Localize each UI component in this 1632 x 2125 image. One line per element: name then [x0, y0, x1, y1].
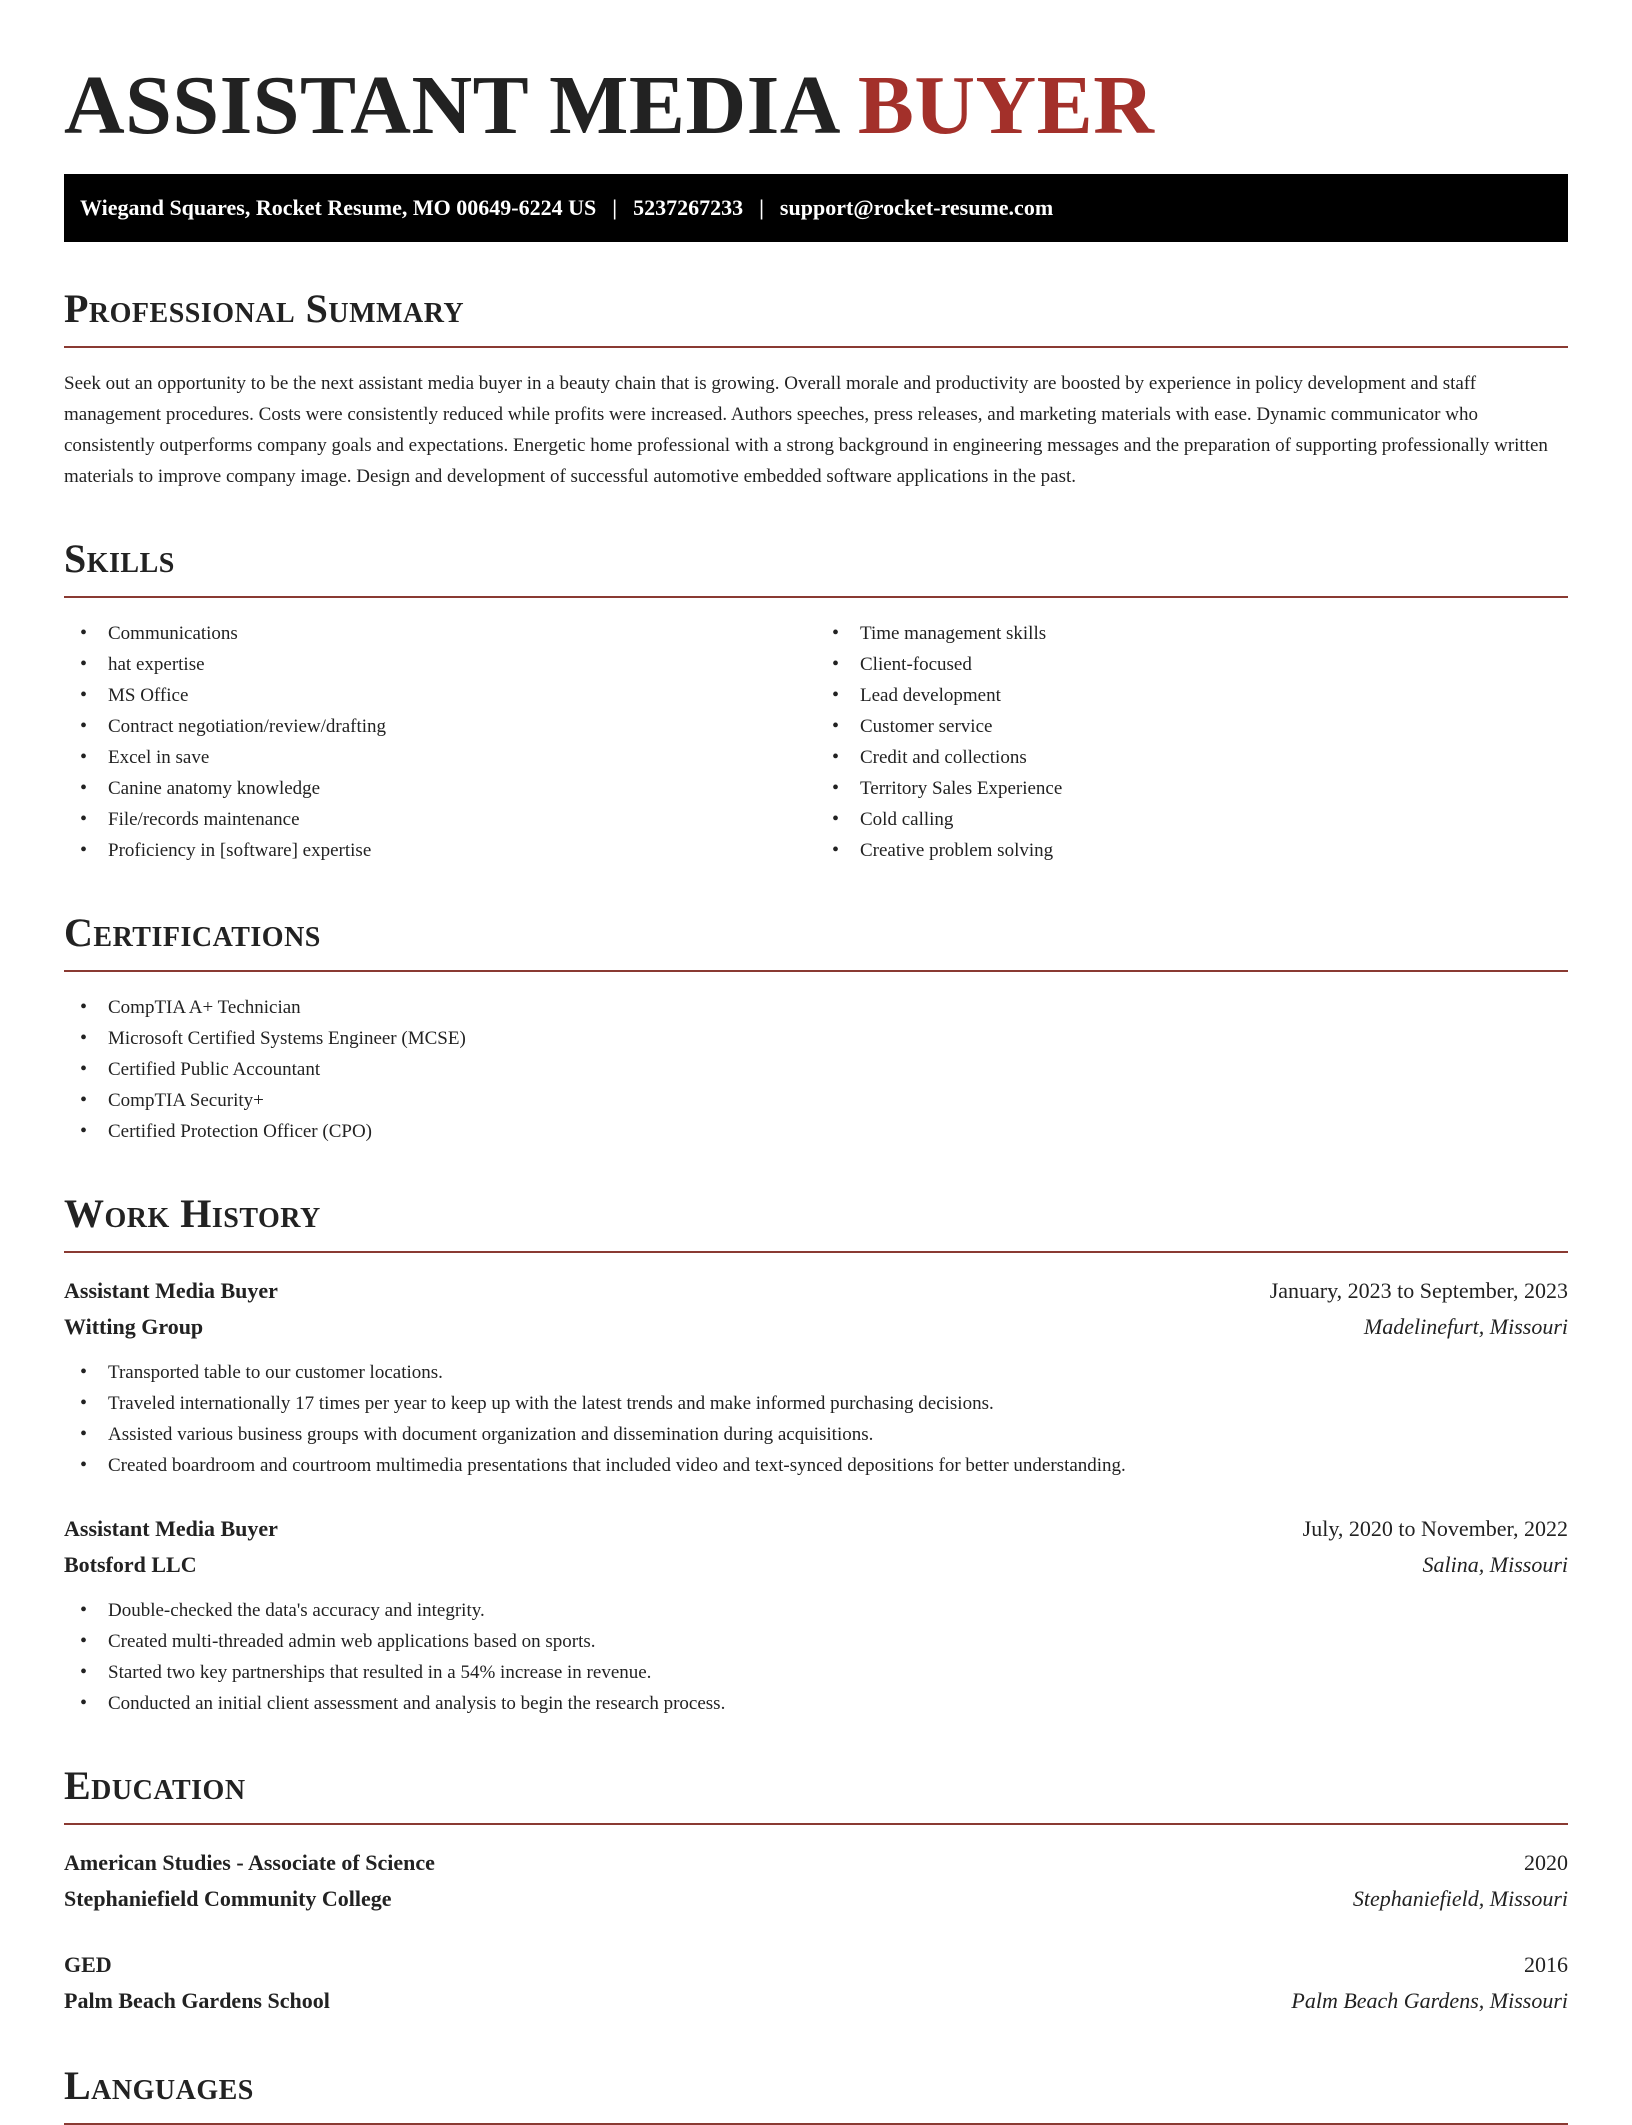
list-item: • Double-checked the data's accuracy and integrity. — [64, 1595, 1568, 1626]
job-header-row — [64, 1273, 1568, 1309]
title-main: ASSISTANT MEDIA — [64, 59, 837, 152]
list-item: • Lead development — [816, 680, 1568, 711]
education-section — [64, 1763, 1568, 2019]
education-entry — [64, 1845, 1568, 1917]
work-history-list — [64, 1273, 1568, 1719]
job-header-row — [64, 1511, 1568, 1547]
list-item: • Created boardroom and courtroom multimedia presentations that included video and text-synced depositions for better understanding. — [64, 1450, 1568, 1481]
list-item: • CompTIA Security+ — [64, 1085, 1568, 1116]
job-dates: January, 2023 to September, 2023 — [1269, 1278, 1568, 1303]
section-title-certifications: Certifications — [64, 910, 321, 955]
skills-list-left — [64, 618, 816, 866]
section-title-skills: Skills — [64, 536, 175, 581]
list-item: • hat expertise — [64, 649, 816, 680]
job-entry — [64, 1511, 1568, 1719]
education-school-row — [64, 1983, 1568, 2019]
contact-separator: | — [612, 195, 618, 220]
job-bullets — [64, 1357, 1568, 1481]
education-year: 2016 — [1524, 1952, 1568, 1977]
list-item: • Proficiency in [software] expertise — [64, 835, 816, 866]
education-location: Stephaniefield, Missouri — [1352, 1886, 1568, 1911]
job-title: Assistant Media Buyer — [64, 1516, 278, 1541]
education-list — [64, 1845, 1568, 2019]
skills-section — [64, 536, 1568, 866]
contact-address: Wiegand Squares, Rocket Resume, MO 00649-6224 US — [80, 195, 597, 220]
education-year: 2020 — [1524, 1850, 1568, 1875]
list-item: • Communications — [64, 618, 816, 649]
contact-separator: | — [759, 195, 764, 220]
title-accent: BUYER — [857, 59, 1155, 152]
job-location: Salina, Missouri — [1422, 1552, 1568, 1577]
list-item: • Started two key partnerships that resulted in a 54% increase in revenue. — [64, 1657, 1568, 1688]
section-divider — [64, 970, 1568, 972]
contact-email: support@rocket-resume.com — [779, 195, 1054, 220]
section-title-languages: Languages — [64, 2063, 254, 2108]
section-divider — [64, 346, 1568, 348]
list-item: • File/records maintenance — [64, 804, 816, 835]
education-school-row — [64, 1881, 1568, 1917]
job-entry — [64, 1273, 1568, 1481]
education-header-row — [64, 1947, 1568, 1983]
work-history-section — [64, 1191, 1568, 1719]
job-dates: July, 2020 to November, 2022 — [1302, 1516, 1568, 1541]
summary-section — [64, 286, 1568, 492]
list-item: • Client-focused — [816, 649, 1568, 680]
summary-text: Seek out an opportunity to be the next assistant media buyer in a beauty chain that is growing. Overall morale and productivity are boosted by experience in policy development and staff management procedures. Costs were consistently reduced while profits were increased. Authors speeches, press releases, and marketing materials with ease. Dynamic communicator who consistently outperforms company goals and expectations. Energetic home professional with a strong background in engineering messages and the preparation of supporting professionally written materials to improve company image. Design and development of successful automotive embedded software applications in the past. — [64, 373, 1548, 487]
list-item: • Creative problem solving — [816, 835, 1568, 866]
job-title: Assistant Media Buyer — [64, 1278, 278, 1303]
list-item: • Territory Sales Experience — [816, 773, 1568, 804]
contact-phone: 5237267233 — [633, 195, 744, 220]
education-entry — [64, 1947, 1568, 2019]
education-degree: American Studies - Associate of Science — [64, 1850, 435, 1875]
skills-grid — [64, 618, 1568, 866]
list-item: • Microsoft Certified Systems Engineer (MCSE) — [64, 1023, 1568, 1054]
list-item: • Canine anatomy knowledge — [64, 773, 816, 804]
skills-list-right — [816, 618, 1568, 866]
list-item: • Credit and collections — [816, 742, 1568, 773]
languages-section — [64, 2063, 1568, 2125]
list-item: • Traveled internationally 17 times per year to keep up with the latest trends and make informed purchasing decisions. — [64, 1388, 1568, 1419]
list-item: • Created multi-threaded admin web applications based on sports. — [64, 1626, 1568, 1657]
section-divider — [64, 596, 1568, 598]
education-degree: GED — [64, 1952, 112, 1977]
certifications-section — [64, 910, 1568, 1147]
list-item: • Time management skills — [816, 618, 1568, 649]
list-item: • Contract negotiation/review/drafting — [64, 711, 816, 742]
job-location: Madelinefurt, Missouri — [1363, 1314, 1568, 1339]
certifications-list — [64, 992, 1568, 1147]
list-item: • Transported table to our customer locations. — [64, 1357, 1568, 1388]
section-title-summary: Professional Summary — [64, 286, 465, 331]
list-item: • MS Office — [64, 680, 816, 711]
list-item: • Certified Public Accountant — [64, 1054, 1568, 1085]
education-school: Stephaniefield Community College — [64, 1886, 392, 1911]
list-item: • Conducted an initial client assessment and analysis to begin the research process. — [64, 1688, 1568, 1719]
list-item: • Certified Protection Officer (CPO) — [64, 1116, 1568, 1147]
section-divider — [64, 1823, 1568, 1825]
education-location: Palm Beach Gardens, Missouri — [1291, 1988, 1568, 2013]
section-title-education: Education — [64, 1763, 246, 1808]
job-bullets — [64, 1595, 1568, 1719]
list-item: • Assisted various business groups with document organization and dissemination during acquisitions. — [64, 1419, 1568, 1450]
education-header-row — [64, 1845, 1568, 1881]
list-item: • CompTIA A+ Technician — [64, 992, 1568, 1023]
section-title-work-history: Work History — [64, 1191, 321, 1236]
section-divider — [64, 1251, 1568, 1253]
education-school: Palm Beach Gardens School — [64, 1988, 330, 2013]
resume-title — [64, 0, 1568, 156]
job-company-row — [64, 1547, 1568, 1583]
list-item: • Cold calling — [816, 804, 1568, 835]
job-company: Botsford LLC — [64, 1552, 197, 1577]
contact-bar — [64, 174, 1568, 242]
job-company-row — [64, 1309, 1568, 1345]
job-company: Witting Group — [64, 1314, 204, 1339]
list-item: • Excel in save — [64, 742, 816, 773]
list-item: • Customer service — [816, 711, 1568, 742]
